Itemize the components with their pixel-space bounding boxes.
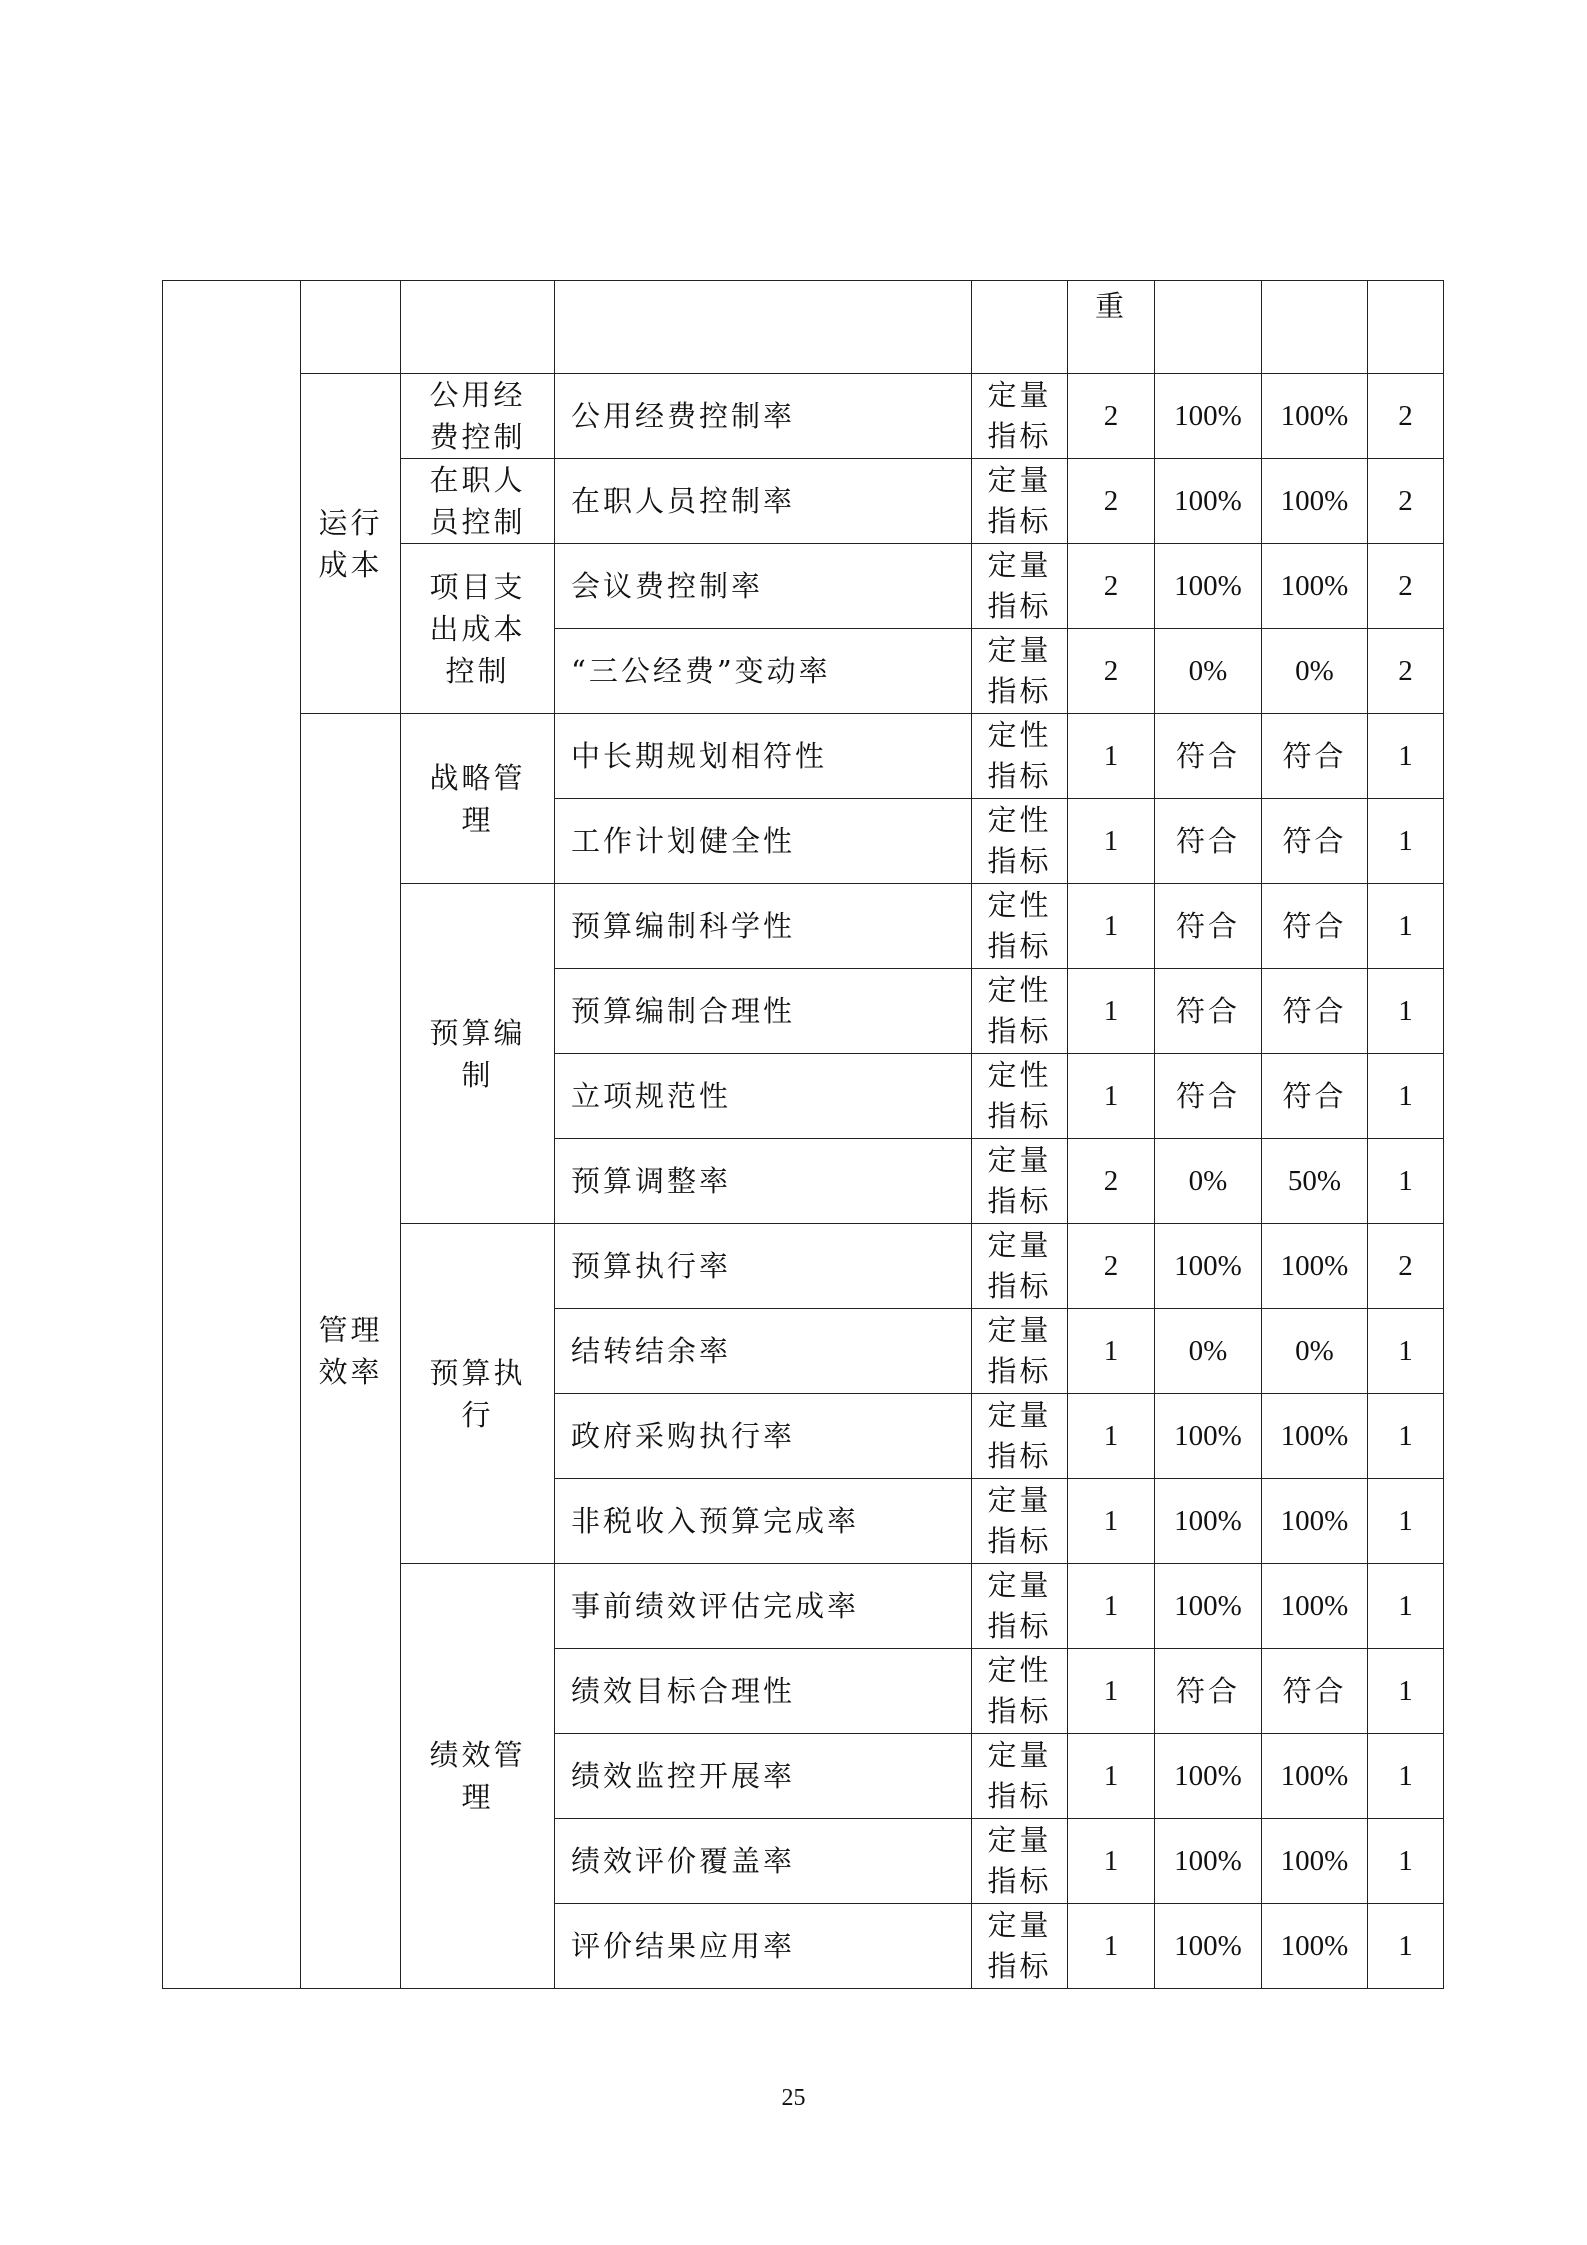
type-cell-line: 定性 — [987, 973, 1052, 1007]
level3-cell — [401, 884, 555, 1224]
type-cell-line: 定量 — [987, 1228, 1052, 1262]
target-cell: 符合 — [1155, 714, 1262, 799]
type-cell — [972, 1649, 1068, 1734]
actual-cell: 符合 — [1262, 884, 1368, 969]
empty-cell — [555, 281, 972, 374]
target-cell: 0% — [1155, 1309, 1262, 1394]
type-cell-line: 定量 — [987, 1483, 1052, 1517]
type-cell — [972, 1564, 1068, 1649]
type-cell — [972, 374, 1068, 459]
type-cell-line: 指标 — [987, 1269, 1052, 1303]
actual-cell: 0% — [1262, 1309, 1368, 1394]
level3-cell-line: 行 — [461, 1397, 494, 1432]
level3-cell — [401, 714, 555, 884]
level3-cell-line: 战略管 — [429, 760, 526, 795]
type-cell-line: 定性 — [987, 1058, 1052, 1092]
level3-cell-line: 理 — [461, 1780, 494, 1814]
level3-cell-line: 费控制 — [429, 420, 526, 454]
target-cell: 100% — [1155, 1479, 1262, 1564]
level3-cell-line: 公用经 — [429, 378, 526, 412]
level1-cell — [163, 281, 301, 1989]
level3-cell-line: 理 — [461, 802, 494, 837]
target-cell: 100% — [1155, 1394, 1262, 1479]
weight-cell: 1 — [1068, 1309, 1155, 1394]
type-cell-line: 定性 — [987, 718, 1052, 752]
actual-cell: 符合 — [1262, 1649, 1368, 1734]
level3-cell-line: 绩效管 — [429, 1738, 526, 1772]
type-cell — [972, 714, 1068, 799]
actual-cell: 符合 — [1262, 799, 1368, 884]
level3-cell-line: 预算编 — [429, 1015, 526, 1050]
empty-cell — [1368, 281, 1444, 374]
weight-cell: 2 — [1068, 629, 1155, 714]
actual-cell: 100% — [1262, 459, 1368, 544]
target-cell: 0% — [1155, 1139, 1262, 1224]
type-cell — [972, 1309, 1068, 1394]
type-cell-line: 指标 — [987, 1099, 1052, 1133]
type-cell-line: 定量 — [987, 1738, 1052, 1772]
level3-cell — [401, 544, 555, 714]
type-cell-line: 指标 — [987, 1184, 1052, 1218]
empty-cell — [301, 281, 401, 374]
type-cell — [972, 1054, 1068, 1139]
type-cell-line: 指标 — [987, 759, 1052, 793]
weight-cell: 1 — [1068, 1479, 1155, 1564]
table-body — [163, 281, 1444, 1989]
score-cell: 1 — [1368, 1564, 1444, 1649]
actual-cell: 符合 — [1262, 714, 1368, 799]
indicator-cell: 在职人员控制率 — [555, 459, 972, 544]
level3-cell — [401, 1564, 555, 1989]
type-cell-line: 定量 — [987, 1313, 1052, 1347]
indicator-cell: 预算编制科学性 — [555, 884, 972, 969]
target-cell: 符合 — [1155, 884, 1262, 969]
type-cell — [972, 1819, 1068, 1904]
type-cell — [972, 1139, 1068, 1224]
type-cell — [972, 799, 1068, 884]
type-cell — [972, 629, 1068, 714]
actual-cell: 100% — [1262, 1479, 1368, 1564]
type-cell — [972, 1479, 1068, 1564]
weight-cell: 1 — [1068, 1819, 1155, 1904]
level3-cell-line: 项目支 — [429, 569, 526, 604]
weight-cell: 1 — [1068, 1054, 1155, 1139]
target-cell: 100% — [1155, 374, 1262, 459]
level2-cell — [301, 714, 401, 1989]
type-cell-line: 指标 — [987, 929, 1052, 963]
type-cell-line: 指标 — [987, 1864, 1052, 1898]
target-cell: 100% — [1155, 459, 1262, 544]
actual-cell: 符合 — [1262, 969, 1368, 1054]
type-cell-line: 定量 — [987, 378, 1052, 412]
target-cell: 符合 — [1155, 799, 1262, 884]
score-cell: 1 — [1368, 1649, 1444, 1734]
type-cell-line: 指标 — [987, 844, 1052, 878]
score-cell: 2 — [1368, 544, 1444, 629]
score-cell: 1 — [1368, 1734, 1444, 1819]
type-cell — [972, 459, 1068, 544]
actual-cell: 100% — [1262, 1904, 1368, 1989]
target-cell: 100% — [1155, 544, 1262, 629]
score-cell: 1 — [1368, 714, 1444, 799]
score-cell: 2 — [1368, 459, 1444, 544]
actual-cell: 0% — [1262, 629, 1368, 714]
indicator-cell: 立项规范性 — [555, 1054, 972, 1139]
indicator-cell: 预算调整率 — [555, 1139, 972, 1224]
weight-cell: 1 — [1068, 1649, 1155, 1734]
indicator-cell: “三公经费”变动率 — [555, 629, 972, 714]
continuation-row — [163, 281, 1444, 374]
type-cell — [972, 1224, 1068, 1309]
actual-cell: 50% — [1262, 1139, 1368, 1224]
type-cell-line: 定量 — [987, 1398, 1052, 1432]
level3-cell-line: 员控制 — [429, 505, 526, 539]
type-cell-line: 定性 — [987, 803, 1052, 837]
weight-cell: 2 — [1068, 459, 1155, 544]
type-cell — [972, 969, 1068, 1054]
indicator-cell: 绩效评价覆盖率 — [555, 1819, 972, 1904]
indicator-cell: 事前绩效评估完成率 — [555, 1564, 972, 1649]
weight-cell: 2 — [1068, 544, 1155, 629]
type-cell-line: 定量 — [987, 633, 1052, 667]
type-cell — [972, 1734, 1068, 1819]
score-cell: 2 — [1368, 1224, 1444, 1309]
indicator-table — [162, 280, 1444, 1989]
weight-cell: 1 — [1068, 1394, 1155, 1479]
weight-cell: 1 — [1068, 714, 1155, 799]
type-cell-line: 定性 — [987, 1653, 1052, 1687]
type-cell — [972, 1394, 1068, 1479]
actual-cell: 100% — [1262, 1394, 1368, 1479]
weight-cell: 1 — [1068, 969, 1155, 1054]
empty-cell — [401, 281, 555, 374]
score-cell: 1 — [1368, 1054, 1444, 1139]
level2-cell — [301, 374, 401, 714]
weight-cell: 1 — [1068, 1904, 1155, 1989]
target-cell: 100% — [1155, 1819, 1262, 1904]
actual-cell: 符合 — [1262, 1054, 1368, 1139]
score-cell: 1 — [1368, 1309, 1444, 1394]
target-cell: 100% — [1155, 1224, 1262, 1309]
score-cell: 1 — [1368, 1904, 1444, 1989]
table-row — [163, 714, 1444, 799]
type-cell-line: 指标 — [987, 1609, 1052, 1643]
indicator-cell: 绩效监控开展率 — [555, 1734, 972, 1819]
weight-cell: 2 — [1068, 374, 1155, 459]
level2-cell-line: 管理 — [318, 1313, 383, 1347]
empty-cell — [1262, 281, 1368, 374]
weight-cell: 2 — [1068, 1139, 1155, 1224]
table-row — [163, 374, 1444, 459]
indicator-cell: 政府采购执行率 — [555, 1394, 972, 1479]
indicator-cell: 工作计划健全性 — [555, 799, 972, 884]
level3-cell-line: 在职人 — [429, 463, 526, 497]
target-cell: 符合 — [1155, 969, 1262, 1054]
weight-cell: 1 — [1068, 799, 1155, 884]
weight-header-tail: 重 — [1068, 281, 1155, 374]
indicator-cell: 中长期规划相符性 — [555, 714, 972, 799]
indicator-cell: 绩效目标合理性 — [555, 1649, 972, 1734]
indicator-cell: 会议费控制率 — [555, 544, 972, 629]
indicator-cell: 预算执行率 — [555, 1224, 972, 1309]
target-cell: 100% — [1155, 1904, 1262, 1989]
level3-cell — [401, 1224, 555, 1564]
type-cell-line: 指标 — [987, 589, 1052, 623]
type-cell — [972, 544, 1068, 629]
score-cell: 1 — [1368, 884, 1444, 969]
actual-cell: 100% — [1262, 1734, 1368, 1819]
weight-cell: 1 — [1068, 1564, 1155, 1649]
indicator-cell: 非税收入预算完成率 — [555, 1479, 972, 1564]
indicator-cell: 预算编制合理性 — [555, 969, 972, 1054]
type-cell-line: 指标 — [987, 1524, 1052, 1558]
weight-cell: 1 — [1068, 1734, 1155, 1819]
target-cell: 100% — [1155, 1564, 1262, 1649]
score-cell: 1 — [1368, 799, 1444, 884]
score-cell: 2 — [1368, 629, 1444, 714]
score-cell: 1 — [1368, 1819, 1444, 1904]
score-cell: 1 — [1368, 1139, 1444, 1224]
type-cell-line: 指标 — [987, 1949, 1052, 1983]
score-cell: 2 — [1368, 374, 1444, 459]
score-cell: 1 — [1368, 969, 1444, 1054]
type-cell-line: 定量 — [987, 1568, 1052, 1602]
target-cell: 0% — [1155, 629, 1262, 714]
score-cell: 1 — [1368, 1394, 1444, 1479]
level3-cell-line: 制 — [461, 1057, 494, 1092]
type-cell-line: 指标 — [987, 1779, 1052, 1813]
actual-cell: 100% — [1262, 1224, 1368, 1309]
type-cell-line: 定性 — [987, 888, 1052, 922]
level3-cell — [401, 459, 555, 544]
type-cell-line: 指标 — [987, 419, 1052, 453]
type-cell — [972, 1904, 1068, 1989]
target-cell: 符合 — [1155, 1649, 1262, 1734]
level3-cell-line: 预算执 — [429, 1355, 526, 1390]
weight-cell: 2 — [1068, 1224, 1155, 1309]
type-cell-line: 指标 — [987, 504, 1052, 538]
type-cell-line: 定量 — [987, 1908, 1052, 1942]
type-cell-line: 指标 — [987, 1014, 1052, 1048]
actual-cell: 100% — [1262, 1564, 1368, 1649]
indicator-cell: 结转结余率 — [555, 1309, 972, 1394]
type-cell-line: 指标 — [987, 674, 1052, 708]
type-cell-line: 定量 — [987, 1823, 1052, 1857]
empty-cell — [972, 281, 1068, 374]
weight-cell: 1 — [1068, 884, 1155, 969]
level2-cell-line: 效率 — [318, 1355, 383, 1389]
target-cell: 100% — [1155, 1734, 1262, 1819]
type-cell-line: 指标 — [987, 1354, 1052, 1388]
type-cell-line: 定量 — [987, 463, 1052, 497]
type-cell — [972, 884, 1068, 969]
type-cell-line: 定量 — [987, 1143, 1052, 1177]
page-number: 25 — [781, 2085, 806, 2111]
score-cell: 1 — [1368, 1479, 1444, 1564]
level3-cell-line: 出成本 — [429, 611, 526, 646]
level2-cell-line: 运行 — [318, 505, 383, 540]
level3-cell-line: 控制 — [445, 653, 510, 688]
level2-cell-line: 成本 — [318, 547, 383, 582]
type-cell-line: 指标 — [987, 1439, 1052, 1473]
level3-cell — [401, 374, 555, 459]
indicator-cell: 公用经费控制率 — [555, 374, 972, 459]
target-cell: 符合 — [1155, 1054, 1262, 1139]
actual-cell: 100% — [1262, 374, 1368, 459]
type-cell-line: 指标 — [987, 1694, 1052, 1728]
type-cell-line: 定量 — [987, 548, 1052, 582]
empty-cell — [1155, 281, 1262, 374]
actual-cell: 100% — [1262, 544, 1368, 629]
indicator-cell: 评价结果应用率 — [555, 1904, 972, 1989]
actual-cell: 100% — [1262, 1819, 1368, 1904]
